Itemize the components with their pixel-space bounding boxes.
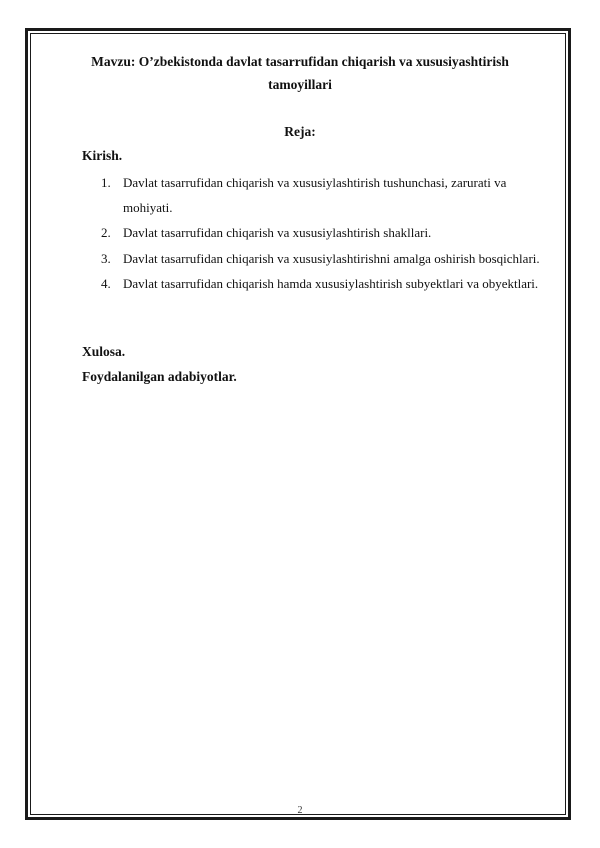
list-item [101,171,541,220]
plan-heading: Reja: [284,124,316,139]
list-item [101,272,541,297]
list-item-number: 1. [101,175,111,190]
list-item-number: 4. [101,276,111,291]
list-item-number: 3. [101,250,111,266]
list-item-text: Davlat tasarrufidan chiqarish va xususiylashtirish shakllari. [123,225,432,240]
conclusion-heading: Xulosa. [82,344,126,359]
list-item-text: Davlat tasarrufidan chiqarish va xususiylashtirish tushunchasi, zarurati va mohiyati. [123,175,507,215]
intro-heading: Kirish. [82,148,123,163]
list-item-text: Davlat tasarrufidan chiqarish va xususiylashtirishni amalga oshirish bosqichlari. [123,250,540,266]
plan-list [101,171,541,298]
page-number: 2 [297,805,303,816]
list-item [101,247,541,272]
list-item-text: Davlat tasarrufidan chiqarish hamda xususiylashtirish subyektlari va obyektlari. [123,276,539,291]
page-border [25,28,571,820]
document-title: Mavzu: O’zbekistonda davlat tasarrufidan chiqarish va xususiyashtirish tamoyillari [91,54,509,92]
references-heading: Foydalanilgan adabiyotlar. [82,369,237,384]
list-item [101,221,541,246]
list-item-number: 2. [101,225,111,240]
